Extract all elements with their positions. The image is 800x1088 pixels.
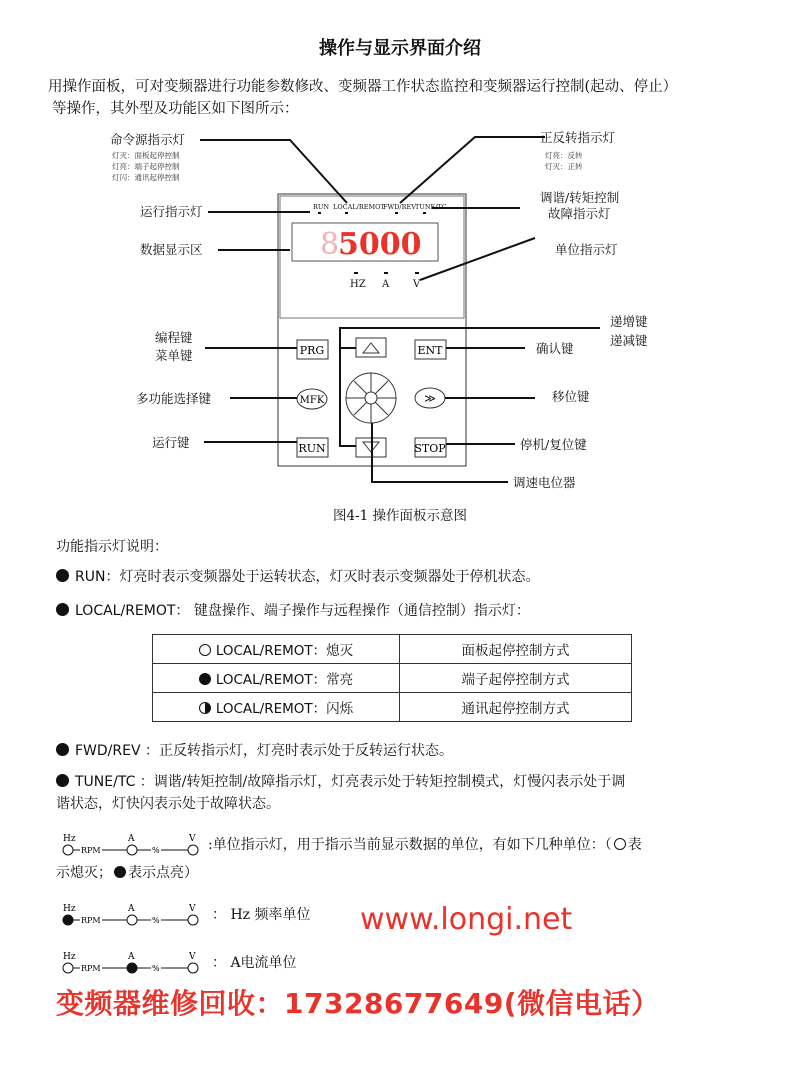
label-stop-key: 停机/复位键: [520, 437, 587, 452]
panel-led-tune: TUNE/TC: [415, 203, 447, 211]
bullet-tune: TUNE/TC ：调谐/转矩控制/故障指示灯，灯亮表示处于转矩控制模式，灯慢闪表示处于调 谐状态，灯快闪表示处于故障状态。: [56, 774, 626, 812]
label-up-key: 递增键: [610, 314, 648, 329]
svg-text-label: MFK: [299, 395, 325, 406]
contact-banner: 变频器维修回收：17328677649(微信电话）: [56, 987, 660, 1020]
unit-indicator-intro: Hz A V RPM % :单位指示灯，用于指示当前显示数据的单位，有如下几种单位：（ 表 示熄灭； 表示点亮）: [56, 834, 642, 881]
svg-text-label: RPM: [81, 846, 101, 855]
unit-diagram-a: [56, 950, 206, 974]
label-dir-led: 正反转指示灯: [540, 130, 616, 145]
svg-text-label: PRG: [299, 344, 325, 357]
led-off-icon: [614, 838, 626, 850]
led-blink-icon: [199, 702, 211, 714]
bullet-dot-icon: [56, 603, 69, 616]
display-value: 5000: [338, 227, 422, 262]
bullet-dot-icon: [56, 743, 69, 756]
svg-text-label: A: [128, 904, 135, 914]
svg-text-label: V: [189, 952, 196, 962]
label-run-led: 运行指示灯: [140, 204, 203, 219]
dir-note-2: 灯灭：正转: [545, 162, 583, 171]
label-unit-led: 单位指示灯: [555, 242, 618, 257]
unit-diagram-hz: [56, 902, 206, 926]
unit-a-label: A: [382, 279, 390, 290]
label-prg-key-2: 菜单键: [155, 348, 193, 363]
label-prg-key-1: 编程键: [155, 330, 193, 345]
label-shift-key: 移位键: [552, 389, 590, 404]
unit-hz-row: Hz A V RPM % ： Hz 频率单位: [56, 902, 356, 928]
svg-text-label: RPM: [81, 964, 101, 973]
seven-seg-ghost: 8: [320, 227, 340, 262]
page-title: 操作与显示界面介绍: [319, 38, 481, 59]
svg-text-label: ≫: [424, 392, 436, 405]
svg-text-label: V: [189, 904, 196, 914]
unit-v-label: V: [413, 279, 421, 290]
svg-text-label: %: [152, 916, 160, 925]
svg-text-label: RUN: [298, 442, 326, 455]
cmd-note-3: 灯闪：通讯起停控制: [112, 173, 180, 182]
svg-text-label: V: [189, 834, 196, 844]
local-remot-table: [152, 634, 632, 722]
svg-text-label: A: [128, 834, 135, 844]
label-cmd-source: 命令源指示灯: [110, 132, 186, 147]
figure-caption: 图4-1 操作面板示意图: [332, 508, 468, 524]
led-on-icon: [199, 673, 211, 685]
svg-text-label: Hz: [63, 904, 76, 914]
label-tune-led-2: 故障指示灯: [548, 206, 611, 221]
bullet-dot-icon: [56, 569, 69, 582]
svg-text-label: A: [128, 952, 135, 962]
svg-text-label: Hz: [63, 834, 76, 844]
label-run-key: 运行键: [152, 435, 190, 450]
panel-diagram: [0, 120, 800, 530]
up-key: [356, 338, 386, 357]
bullet-fwd: FWD/REV ：正反转指示灯，灯亮时表示处于反转运行状态。: [56, 740, 453, 760]
svg-text-label: Hz: [63, 952, 76, 962]
intro-paragraph: [48, 76, 768, 120]
svg-text-label: STOP: [414, 442, 446, 455]
dir-note-1: 灯亮：反转: [545, 151, 583, 160]
label-tune-led-1: 调谐/转矩控制: [540, 190, 620, 205]
unit-hz-label: HZ: [350, 279, 366, 290]
bullet-local: LOCAL/REMOT： 键盘操作、端子操作与远程操作（通信控制）指示灯：: [56, 600, 530, 620]
label-down-key: 递减键: [610, 333, 648, 348]
speed-potentiometer: [346, 373, 396, 423]
cmd-note-2: 灯亮：端子起停控制: [112, 162, 180, 171]
svg-text-label: %: [152, 964, 160, 973]
table-row: LOCAL/REMOT：熄灭 面板起停控制方式: [153, 635, 632, 664]
cmd-note-1: 灯灭：面板起停控制: [112, 151, 180, 160]
table-row: LOCAL/REMOT：闪烁 通讯起停控制方式: [153, 693, 632, 722]
label-pot: 调速电位器: [513, 475, 576, 490]
section-title: 功能指示灯说明：: [56, 539, 168, 555]
watermark: www.longi.net: [360, 902, 573, 937]
intro-line-1: 用操作面板，可对变频器进行功能参数修改、变频器工作状态监控和变频器运行控制(起动、停止）: [48, 79, 678, 95]
bullet-run: RUN：灯亮时表示变频器处于运转状态，灯灭时表示变频器处于停机状态。: [56, 566, 539, 586]
svg-text-label: RPM: [81, 916, 101, 925]
panel-led-run: RUN: [313, 203, 330, 211]
intro-line-2: 等操作，其外型及功能区如下图所示：: [52, 101, 299, 117]
panel-led-local: LOCAL/REMOT: [333, 203, 385, 211]
unit-diagram-legend: [56, 832, 206, 856]
led-off-icon: [199, 644, 211, 656]
led-on-icon: [114, 866, 126, 878]
label-mfk-key: 多功能选择键: [136, 391, 212, 406]
unit-a-row: Hz A V RPM % ： A电流单位: [56, 950, 356, 976]
label-data-area: 数据显示区: [140, 242, 203, 257]
label-ent-key: 确认键: [536, 341, 574, 356]
panel-led-fwd: FWD/REV: [383, 203, 416, 211]
table-row: LOCAL/REMOT：常亮 端子起停控制方式: [153, 664, 632, 693]
bullet-dot-icon: [56, 774, 69, 787]
svg-text-label: %: [152, 846, 160, 855]
svg-text-label: ENT: [417, 344, 443, 357]
